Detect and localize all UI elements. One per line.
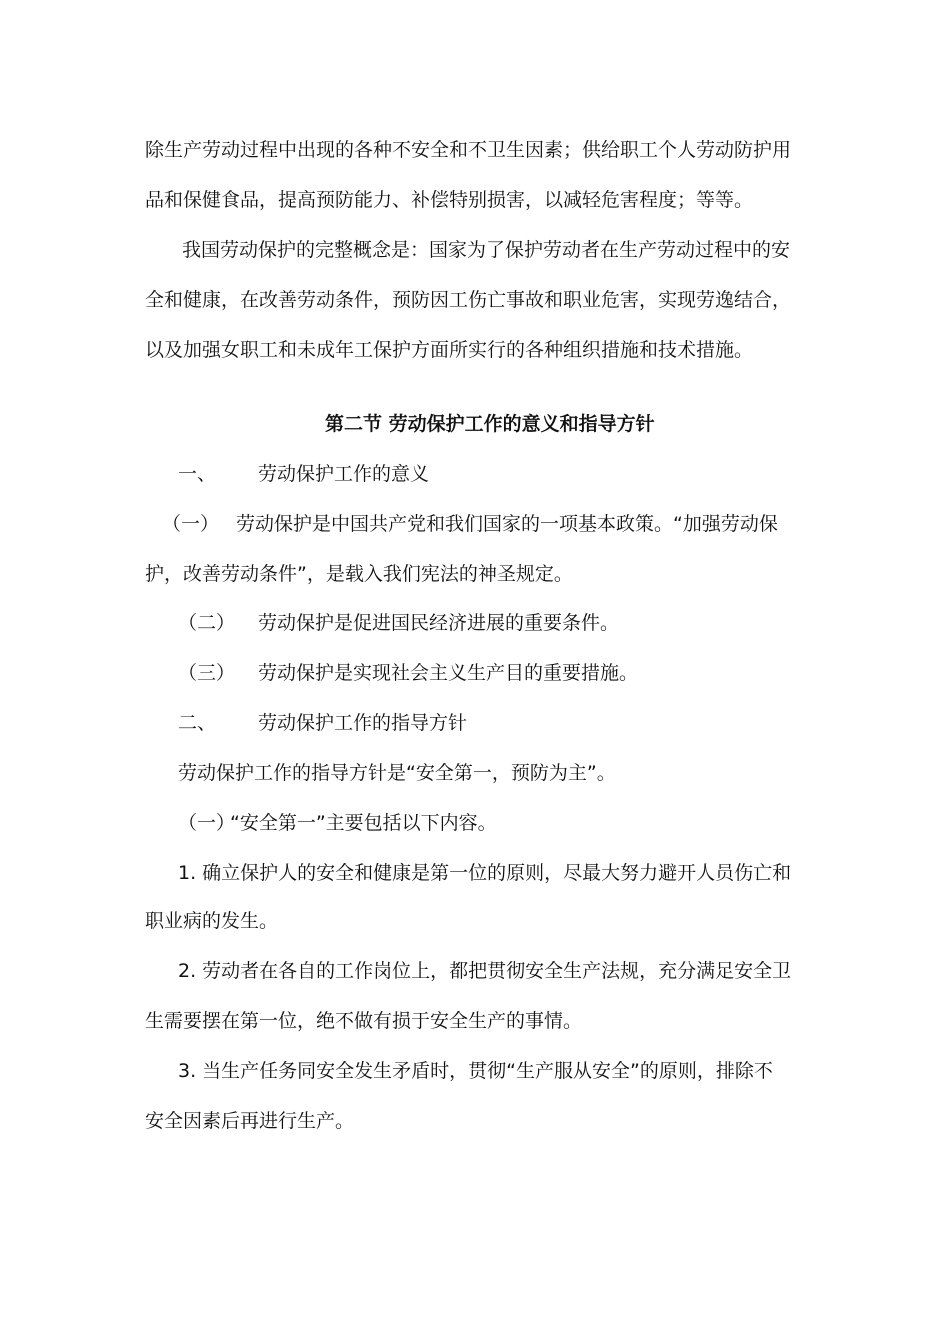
section-title: 第二节 劳动保护工作的意义和指导方针: [325, 413, 655, 435]
paragraph2-line1: 我国劳动保护的完整概念是：国家为了保护劳动者在生产劳动过程中的安: [182, 239, 791, 261]
part2-title: 劳动保护工作的指导方针: [258, 712, 468, 734]
point3-line2: 安全因素后再进行生产。: [145, 1110, 355, 1132]
paragraph1-line2: 品和保健食品，提高预防能力、补偿特别损害，以减轻危害程度；等等。: [145, 189, 754, 211]
point1-line2: 职业病的发生。: [145, 910, 279, 932]
point2-line2: 生需要摆在第一位，绝不做有损于安全生产的事情。: [145, 1010, 583, 1032]
item1-line2: 护，改善劳动条件”，是载入我们宪法的神圣规定。: [145, 563, 573, 585]
item2-text: 劳动保护是促进国民经济进展的重要条件。: [258, 612, 620, 634]
part1-title: 劳动保护工作的意义: [258, 463, 430, 485]
part1-number: 一、: [178, 463, 217, 485]
item3-number: （三）: [178, 662, 236, 684]
item2-number: （二）: [178, 612, 236, 634]
item3-text: 劳动保护是实现社会主义生产目的重要措施。: [258, 662, 639, 684]
part2-number: 二、: [178, 712, 217, 734]
item1-line1: 劳动保护是中国共产党和我们国家的一项基本政策。“加强劳动保: [236, 513, 778, 535]
safety-first-number: （一）: [178, 812, 236, 834]
item1-number: （一）: [162, 513, 220, 535]
paragraph2-line3: 以及加强女职工和未成年工保护方面所实行的各种组织措施和技术措施。: [145, 339, 754, 361]
safety-first-text: “安全第一”主要包括以下内容。: [230, 812, 497, 834]
point3-line1: 3. 当生产任务同安全发生矛盾时，贯彻“生产服从安全”的原则，排除不: [178, 1060, 773, 1082]
paragraph1-line1: 除生产劳动过程中出现的各种不安全和不卫生因素；供给职工个人劳动防护用: [145, 139, 792, 161]
point2-line1: 2. 劳动者在各自的工作岗位上，都把贯彻安全生产法规，充分满足安全卫: [178, 960, 792, 982]
guideline-text: 劳动保护工作的指导方针是“安全第一，预防为主”。: [178, 762, 616, 784]
paragraph2-line2: 全和健康，在改善劳动条件，预防因工伤亡事故和职业危害，实现劳逸结合，: [145, 289, 792, 311]
point1-line1: 1. 确立保护人的安全和健康是第一位的原则，尽最大努力避开人员伤亡和: [178, 862, 792, 884]
